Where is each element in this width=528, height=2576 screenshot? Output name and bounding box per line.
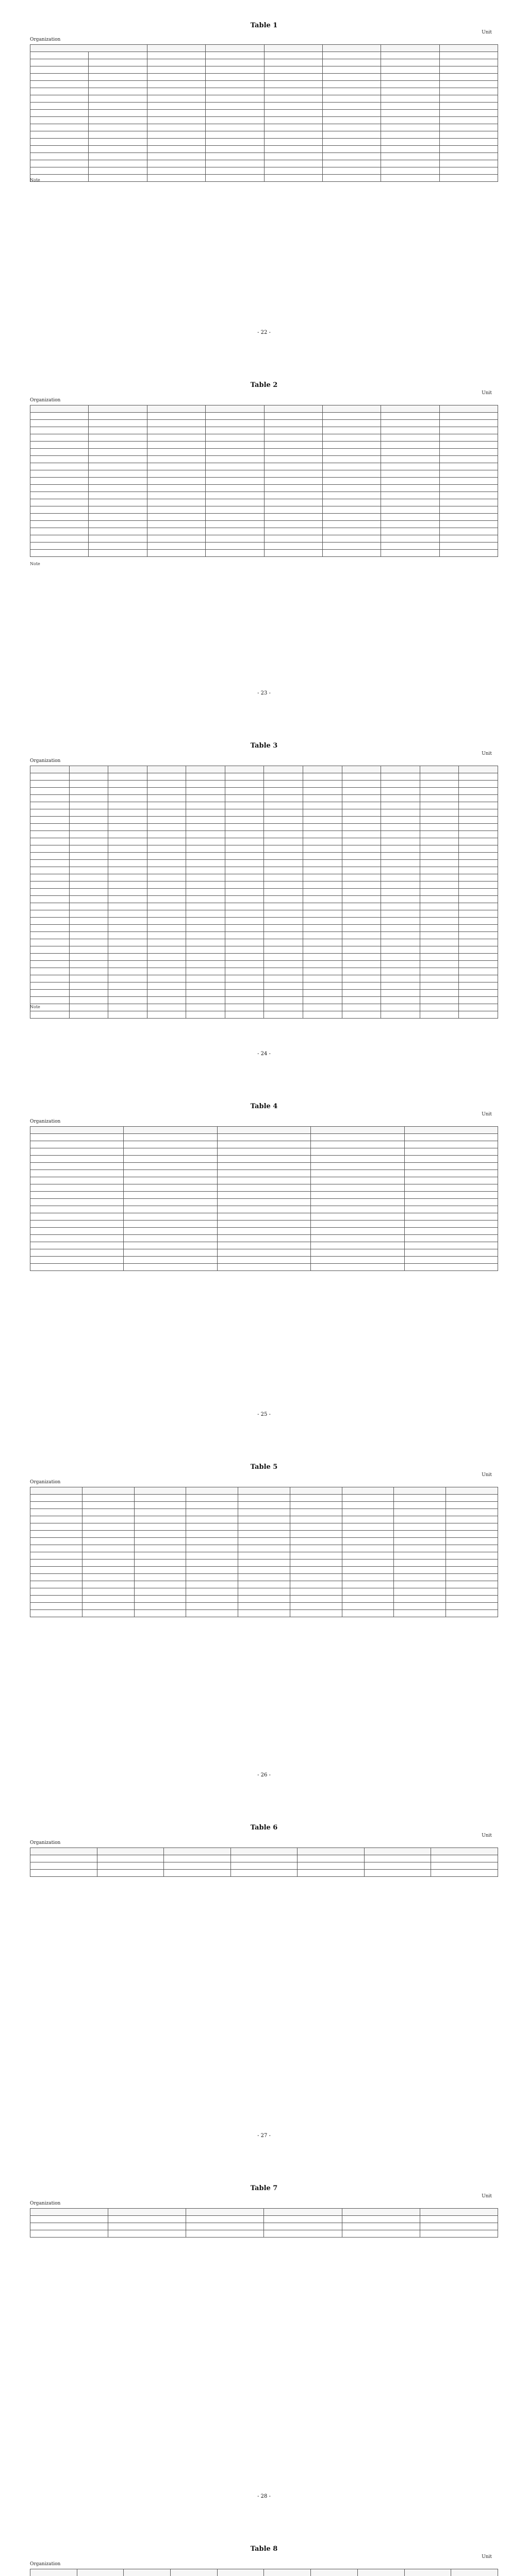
page-number: - 26 - [257,1772,271,1778]
org-label-8: Organization [30,2562,61,2567]
page-number: - 27 - [257,2133,271,2139]
page-number: - 25 - [257,1412,271,1417]
section-title-8: Table 8 [250,2545,278,2553]
org-label-7: Organization [30,2201,61,2206]
org-label-2: Organization [30,398,61,403]
table-7 [30,2208,498,2238]
unit-label-2: Unit [482,391,492,396]
unit-label-5: Unit [482,1472,492,1478]
page-number: - 23 - [257,690,271,696]
table-3 [30,766,498,1019]
unit-label-1: Unit [482,30,492,35]
org-label-5: Organization [30,1480,61,1485]
table-2 [30,405,498,557]
section-title-4: Table 4 [250,1103,278,1110]
section-title-3: Table 3 [250,742,278,750]
table-6 [30,1848,498,1877]
section-title-6: Table 6 [250,1824,278,1832]
section-title-1: Table 1 [250,22,278,29]
table-1 [30,44,498,182]
section-title-5: Table 5 [250,1463,278,1471]
org-label-1: Organization [30,37,61,42]
unit-label-7: Unit [482,2194,492,2199]
table-1-note: Note [30,178,40,182]
page-number: - 28 - [257,2494,271,2499]
page-number: - 24 - [257,1051,271,1057]
page-number: - 22 - [257,330,271,335]
org-label-3: Organization [30,758,61,764]
table-5 [30,1487,498,1617]
unit-label-4: Unit [482,1112,492,1117]
unit-label-8: Unit [482,2554,492,2560]
org-label-6: Organization [30,1840,61,1845]
table-2-note: Note [30,562,40,566]
table-4 [30,1126,498,1271]
org-label-4: Organization [30,1119,61,1124]
unit-label-6: Unit [482,1833,492,1838]
unit-label-3: Unit [482,751,492,756]
table-3-note: Note [30,1005,40,1009]
section-title-2: Table 2 [250,381,278,389]
section-title-7: Table 7 [250,2184,278,2192]
table-8 [30,2569,498,2576]
